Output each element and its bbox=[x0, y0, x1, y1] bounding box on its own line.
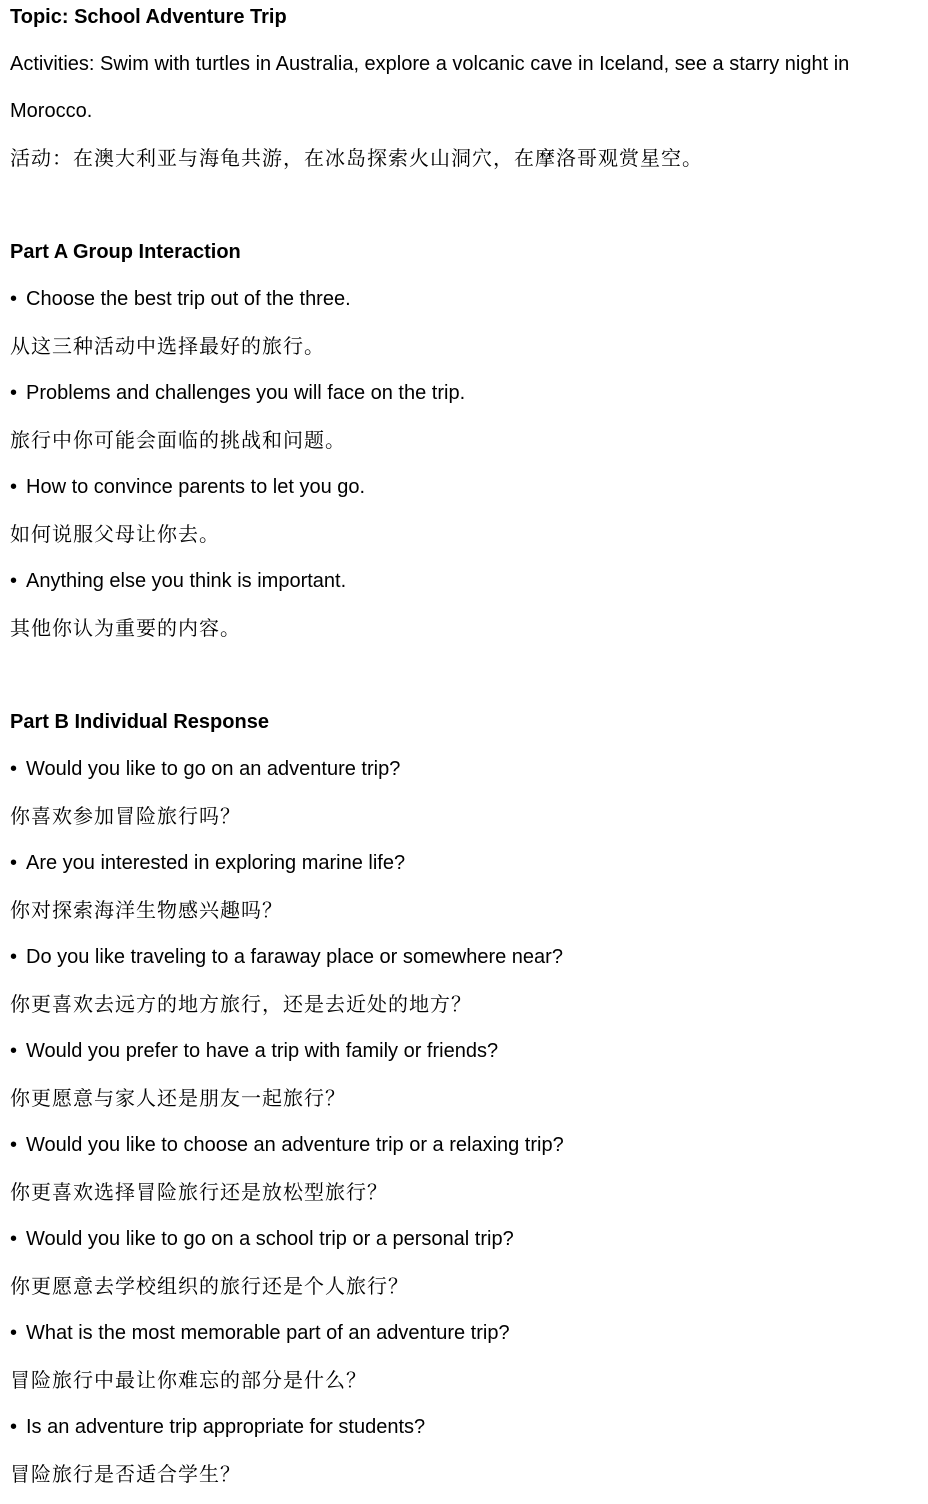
bullet-icon: • bbox=[10, 570, 18, 592]
part-b-list bbox=[10, 752, 920, 1504]
part-a-item-1 bbox=[10, 282, 920, 329]
part-b-item-7 bbox=[10, 1316, 920, 1363]
bullet-icon: • bbox=[10, 946, 18, 968]
activities-chinese: 活动：在澳大利亚与海龟共游，在冰岛探索火山洞穴，在摩洛哥观赏星空。 bbox=[10, 146, 703, 170]
part-b-item-1 bbox=[10, 752, 920, 799]
bullet-icon: • bbox=[10, 1228, 18, 1250]
part-a-item-3-zh: 如何说服父母让你去。 bbox=[10, 522, 220, 546]
part-b-item-4-en: Would you prefer to have a trip with family or friends? bbox=[26, 1040, 499, 1062]
part-b-item-7-zh: 冒险旅行中最让你难忘的部分是什么？ bbox=[10, 1368, 367, 1392]
part-b-item-2-zh: 你对探索海洋生物感兴趣吗？ bbox=[10, 898, 283, 922]
topic-heading: Topic: School Adventure Trip bbox=[10, 6, 287, 28]
bullet-icon: • bbox=[10, 1134, 18, 1156]
bullet-icon: • bbox=[10, 758, 18, 780]
part-b-item-1-zh: 你喜欢参加冒险旅行吗？ bbox=[10, 804, 241, 828]
part-a-item-2-zh: 旅行中你可能会面临的挑战和问题。 bbox=[10, 428, 346, 452]
part-b-item-7-en: What is the most memorable part of an adventure trip? bbox=[26, 1322, 510, 1344]
part-b-item-6 bbox=[10, 1222, 920, 1269]
part-a-item-4-zh: 其他你认为重要的内容。 bbox=[10, 616, 241, 640]
section-spacer bbox=[10, 188, 920, 235]
part-b-item-5-zh: 你更喜欢选择冒险旅行还是放松型旅行？ bbox=[10, 1180, 388, 1204]
bullet-icon: • bbox=[10, 852, 18, 874]
part-b-item-4 bbox=[10, 1034, 920, 1081]
part-a-list bbox=[10, 282, 920, 658]
bullet-icon: • bbox=[10, 1322, 18, 1344]
part-b-item-3-en: Do you like traveling to a faraway place or somewhere near? bbox=[26, 946, 563, 968]
part-a-item-4-en: Anything else you think is important. bbox=[26, 570, 347, 592]
document bbox=[10, 0, 920, 1504]
part-b-item-5 bbox=[10, 1128, 920, 1175]
part-b-item-4-zh: 你更愿意与家人还是朋友一起旅行？ bbox=[10, 1086, 346, 1110]
part-a-item-3 bbox=[10, 470, 920, 517]
part-b-item-8 bbox=[10, 1410, 920, 1457]
part-b-heading: Part B Individual Response bbox=[10, 711, 269, 733]
part-b-item-2-en: Are you interested in exploring marine life? bbox=[26, 852, 406, 874]
part-a-item-3-en: How to convince parents to let you go. bbox=[26, 476, 366, 498]
section-spacer bbox=[10, 658, 920, 705]
part-a-item-1-zh: 从这三种活动中选择最好的旅行。 bbox=[10, 334, 325, 358]
bullet-icon: • bbox=[10, 1040, 18, 1062]
part-b-item-3 bbox=[10, 940, 920, 987]
part-b-item-5-en: Would you like to choose an adventure trip or a relaxing trip? bbox=[26, 1134, 564, 1156]
bullet-icon: • bbox=[10, 288, 18, 310]
part-b-item-3-zh: 你更喜欢去远方的地方旅行，还是去近处的地方？ bbox=[10, 992, 472, 1016]
activities-line-1: Activities: Swim with turtles in Australia, explore a volcanic cave in Iceland, see a starry night in bbox=[10, 53, 850, 75]
bullet-icon: • bbox=[10, 476, 18, 498]
part-a-heading: Part A Group Interaction bbox=[10, 241, 241, 263]
part-a-item-4 bbox=[10, 564, 920, 611]
part-a-item-1-en: Choose the best trip out of the three. bbox=[26, 288, 351, 310]
activities-line-2: Morocco. bbox=[10, 100, 93, 122]
bullet-icon: • bbox=[10, 1416, 18, 1438]
part-b-item-2 bbox=[10, 846, 920, 893]
part-b-item-1-en: Would you like to go on an adventure trip? bbox=[26, 758, 401, 780]
bullet-icon: • bbox=[10, 382, 18, 404]
part-b-item-6-en: Would you like to go on a school trip or a personal trip? bbox=[26, 1228, 514, 1250]
part-b-item-6-zh: 你更愿意去学校组织的旅行还是个人旅行？ bbox=[10, 1274, 409, 1298]
part-a-item-2-en: Problems and challenges you will face on the trip. bbox=[26, 382, 466, 404]
part-b-item-8-zh: 冒险旅行是否适合学生？ bbox=[10, 1462, 241, 1486]
part-a-item-2 bbox=[10, 376, 920, 423]
part-b-item-8-en: Is an adventure trip appropriate for students? bbox=[26, 1416, 426, 1438]
